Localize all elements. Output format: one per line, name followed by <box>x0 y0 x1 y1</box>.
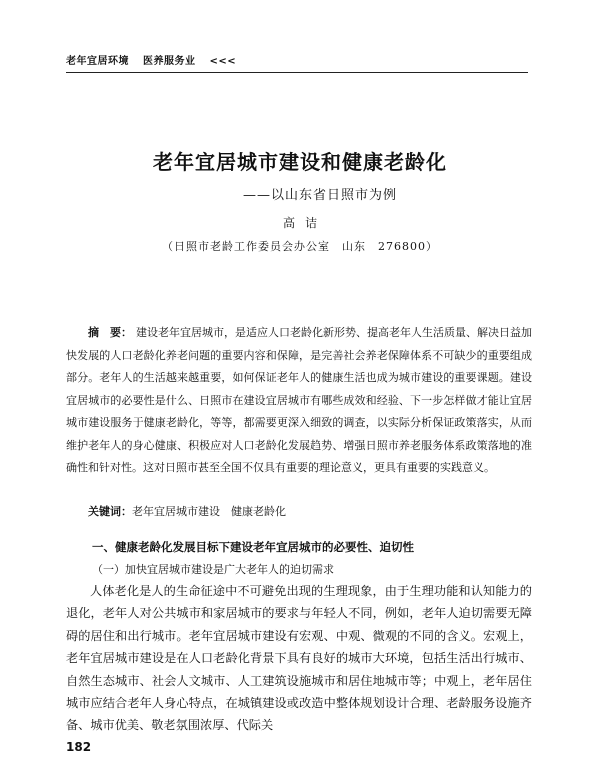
page-number: 182 <box>66 740 92 754</box>
section-heading: 一、健康老龄化发展目标下建设老年宜居城市的必要性、迫切性 <box>92 540 414 554</box>
journal-name: 老年宜居环境 <box>66 56 129 67</box>
article-subtitle: ——以山东省日照市为例 <box>242 188 397 203</box>
article-title: 老年宜居城市建设和健康老龄化 <box>153 150 447 174</box>
body-paragraph: 人体老化是人的生命征途中不可避免出现的生理现象，由于生理功能和认知能力的退化，老年人对公共城市和家居城市的要求与年轻人不同，例如，老年人迫切需要无障碍的居住和出行城市。老年宜居城市建设有宏观、中观、微观的不同的含义。宏观上，老年宜居城市建设是在人口老龄化背景下具有良好的城市大环境，包括生活出行城市、自然生态城市、社会人文城市、人工建筑设施城市和居住地城市等；中观上，老年居住城市应结合老年人身心特点，在城镇建设或改造中整体规划设计合理、老龄服务设施齐备、城市优美、敬老氛围浓厚、代际关 <box>66 584 532 733</box>
abstract <box>66 322 532 480</box>
abstract-label: 摘 要： <box>88 326 132 339</box>
chevron-marker: <<< <box>209 56 237 67</box>
keywords-text: 老年宜居城市建设 健康老龄化 <box>132 505 286 518</box>
author-name: 高诘 <box>282 216 327 230</box>
author-affiliation: （日照市老龄工作委员会办公室 山东 276800） <box>162 240 438 253</box>
section-name: 医养服务业 <box>142 56 196 67</box>
running-head <box>66 52 246 67</box>
keywords <box>88 503 286 519</box>
subsection-heading: （一）加快宜居城市建设是广大老年人的迫切需求 <box>92 563 334 576</box>
abstract-text: 建设老年宜居城市，是适应人口老龄化新形势、提高老年人生活质量、解决日益加快发展的人口老龄化养老问题的重要内容和保障，是完善社会养老保障体系不可缺少的重要组成部分。老年人的生活越来越重要，如何保证老年人的健康生活也成为城市建设的重要课题。建设宜居城市的必要性是什么、日照市在建设宜居城市有哪些成效和经验、下一步怎样做才能让宜居城市建设服务于健康老龄化，等等，都需要更深入细致的调查，以实际分析保证政策落实，从而维护老年人的身心健康、积极应对人口老龄化发展趋势、增强日照市养老服务体系政策落地的准确性和针对性。这对日照市甚至全国不仅具有重要的理论意义，更具有重要的实践意义。 <box>66 326 532 474</box>
header-rule <box>66 72 528 73</box>
keywords-label: 关键词： <box>88 505 132 518</box>
